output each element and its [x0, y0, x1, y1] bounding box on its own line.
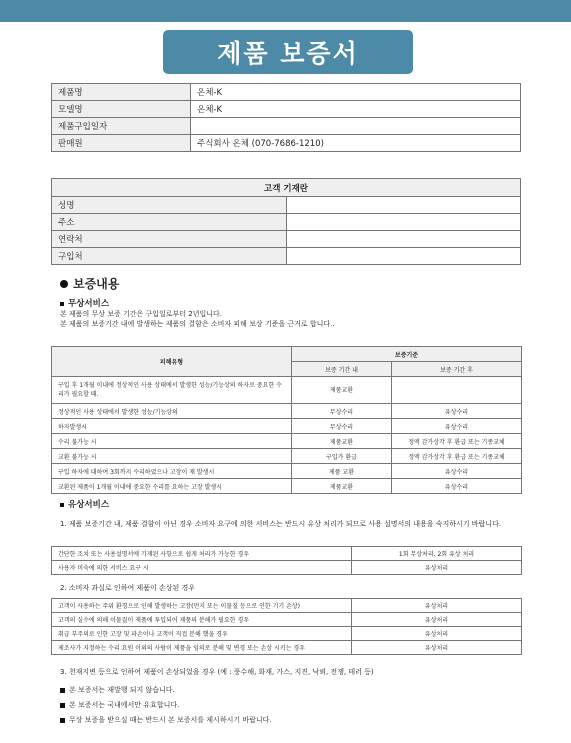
square-bullet-icon	[60, 703, 65, 708]
customer-name-label: 성명	[52, 197, 287, 214]
table-row	[52, 214, 521, 231]
free-service-line-1: 본 제품의 무상 보증 기간은 구입일로부터 2년입니다.	[60, 310, 223, 318]
within-cell: 제품 교환	[292, 464, 392, 479]
free-service-line-2: 본 제품의 보증기간 내에 발생하는 제품의 결함은 소비자 피해 보상 기준을 근거로 합니다..	[60, 320, 335, 328]
col-within-header: 보증 기간 내	[292, 362, 392, 377]
col-standard-header: 보증기준	[292, 347, 522, 362]
paid-desc-cell: 간단한 조치 또는 사용설명서에 기재된 사항으로 쉽게 처리가 가능한 경우	[52, 547, 352, 561]
col-after-header: 보증 기간 후	[392, 362, 522, 377]
table-row	[52, 599, 522, 613]
damage-type-cell: 정상적인 사용 상태에서 발생한 성능/기능상의	[52, 404, 292, 419]
square-bullet-icon	[60, 302, 64, 306]
table-row	[52, 248, 521, 265]
paid-service-para-2: 2. 소비자 과실로 인하여 제품이 손상된 경우	[60, 584, 195, 592]
warranty-heading	[60, 275, 119, 292]
table-row	[52, 118, 521, 135]
paid-service-heading	[60, 498, 109, 510]
customer-heading: 고객 기재란	[52, 179, 521, 197]
damage-type-cell: 하자발생시	[52, 419, 292, 434]
top-banner	[0, 0, 571, 22]
damage-type-cell: 교환된 제품이 1개월 이내에 중요한 수리를 요하는 고장 발생시	[52, 479, 292, 494]
note-text: 본 보증서는 국내에서만 유효합니다.	[69, 701, 180, 709]
after-cell: 유상수리	[392, 419, 522, 434]
note-text: 본 보증서는 재발행 되지 않습니다.	[69, 686, 175, 694]
paid-service-para-3: 3. 천재지변 등으로 인하여 제품이 손상되었을 경우 (예 : 풍수해, 화재, 가스, 지진, 낙뢰, 전쟁, 테러 등)	[60, 668, 374, 676]
model-name-label: 모델명	[52, 101, 191, 118]
table-row	[52, 434, 522, 449]
document-title: 제품 보증서	[163, 30, 413, 74]
purchase-date-value	[191, 118, 521, 135]
paid-service-heading-text: 유상서비스	[68, 500, 110, 510]
table-row	[52, 197, 521, 214]
damage-type-cell: 구입 하자에 대하여 3회까지 수리하였으나 고장이 재 발생시	[52, 464, 292, 479]
within-cell: 제품교환	[292, 377, 392, 404]
table-row	[52, 419, 522, 434]
table-row	[52, 377, 522, 404]
compensation-table	[51, 346, 522, 494]
paid-result-cell: 유상처리	[352, 599, 522, 613]
table-row	[52, 135, 521, 152]
paid-desc-cell: 취급 부주의로 인한 고장 및 파손이나 고객이 직접 분해 했을 경우	[52, 627, 352, 641]
note-1	[60, 685, 175, 695]
table-row	[52, 547, 522, 561]
after-cell	[392, 377, 522, 404]
model-name-value: 온체-K	[191, 101, 521, 118]
note-3	[60, 715, 272, 725]
table-row	[52, 231, 521, 248]
table-row	[52, 464, 522, 479]
paid-service-table-1	[51, 546, 522, 575]
paid-result-cell: 유상처리	[352, 641, 522, 655]
damage-type-cell: 수리 불가능 시	[52, 434, 292, 449]
paid-result-cell: 1회 무상처리, 2회 유상 처리	[352, 547, 522, 561]
product-info-table	[51, 83, 521, 152]
paid-result-cell: 유상처리	[352, 561, 522, 575]
table-row	[52, 84, 521, 101]
warranty-heading-text: 보증내용	[73, 277, 120, 291]
after-cell: 유상수리	[392, 404, 522, 419]
square-bullet-icon	[60, 688, 65, 693]
table-row	[52, 449, 522, 464]
damage-type-cell: 구입 후 1개월 이내에 정상적인 사용 상태에서 발생한 성능/기능상의 하자로 중요한 수리가 필요할 때.	[52, 377, 292, 404]
free-service-heading	[60, 297, 109, 309]
customer-store-label: 구입처	[52, 248, 287, 265]
table-row	[52, 561, 522, 575]
bullet-icon	[60, 280, 68, 288]
customer-store-value	[286, 248, 521, 265]
damage-type-cell: 교환 불가능 시	[52, 449, 292, 464]
purchase-date-label: 제품구입일자	[52, 118, 191, 135]
seller-label: 판매원	[52, 135, 191, 152]
square-bullet-icon	[60, 503, 64, 507]
customer-contact-label: 연락처	[52, 231, 287, 248]
product-name-value: 온체-K	[191, 84, 521, 101]
after-cell: 유상수리	[392, 464, 522, 479]
product-name-label: 제품명	[52, 84, 191, 101]
col-type-header: 피해유형	[52, 347, 292, 377]
paid-service-para-1: 1. 제품 보증기간 내, 제품 결함이 아닌 경우 소비자 요구에 의한 서비스는 반드시 유상 처리가 되므로 사용 설명서의 내용을 숙지하시기 바랍니다.	[60, 520, 502, 528]
within-cell: 제품교환	[292, 434, 392, 449]
customer-info-table	[51, 178, 521, 265]
table-row	[52, 101, 521, 118]
within-cell: 제품교환	[292, 479, 392, 494]
table-row	[52, 613, 522, 627]
customer-address-value	[286, 214, 521, 231]
paid-result-cell: 유상처리	[352, 627, 522, 641]
seller-value: 주식회사 온체 (070-7686-1210)	[191, 135, 521, 152]
after-cell: 정액 감가상각 후 환급 또는 기종교체	[392, 434, 522, 449]
note-text: 무상 보증을 받으실 때는 반드시 본 보증서를 제시하시기 바랍니다.	[69, 716, 272, 724]
within-cell: 구입가 환급	[292, 449, 392, 464]
table-row	[52, 479, 522, 494]
table-row	[52, 404, 522, 419]
table-row	[52, 627, 522, 641]
paid-desc-cell: 고객의 실수에 의해 이물질이 제품에 투입되어 제품의 분해가 필요한 경우	[52, 613, 352, 627]
free-service-heading-text: 무상서비스	[68, 299, 110, 309]
paid-desc-cell: 고객이 사용하는 주위 환경으로 인해 발생하는 고장(먼지 또는 이물질 등으로 인한 기기 손상)	[52, 599, 352, 613]
table-row	[52, 641, 522, 655]
paid-desc-cell: 제조사가 지정하는 수리 요원 이외의 사람이 제품을 임의로 분해 및 변경 또는 손상 시키는 경우	[52, 641, 352, 655]
within-cell: 무상수리	[292, 419, 392, 434]
note-2	[60, 700, 179, 710]
customer-contact-value	[286, 231, 521, 248]
paid-desc-cell: 사용자 미숙에 의한 서비스 요구 시	[52, 561, 352, 575]
customer-address-label: 주소	[52, 214, 287, 231]
customer-name-value	[286, 197, 521, 214]
square-bullet-icon	[60, 718, 65, 723]
after-cell: 유상수리	[392, 479, 522, 494]
after-cell: 정액 감가상각 후 환급 또는 기종교체	[392, 449, 522, 464]
paid-result-cell: 유상처리	[352, 613, 522, 627]
within-cell: 무상수리	[292, 404, 392, 419]
paid-service-table-2	[51, 598, 522, 655]
